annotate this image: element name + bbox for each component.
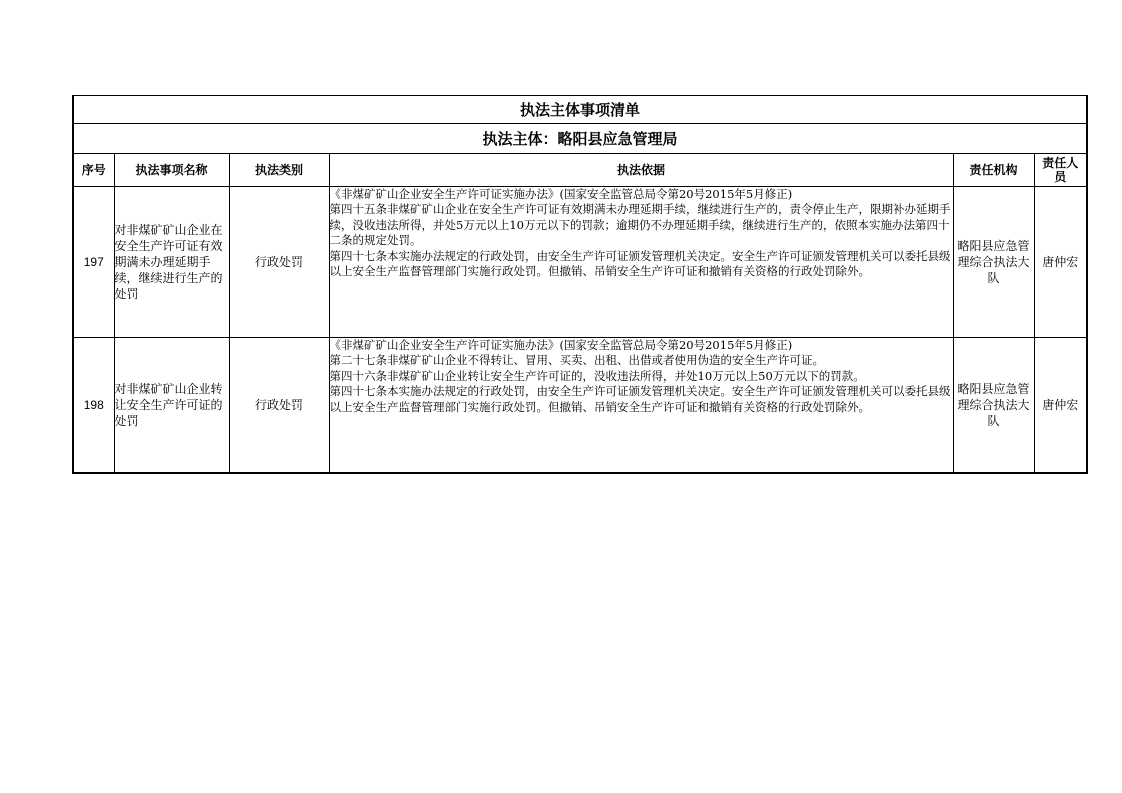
row-responsible-org: 略阳县应急管理综合执法大队: [953, 338, 1034, 474]
subject-row: [73, 124, 1087, 154]
row-category: 行政处罚: [229, 338, 329, 474]
column-header-item-name: 执法事项名称: [114, 154, 229, 187]
row-basis: [329, 187, 953, 338]
basis-paragraph: 《非煤矿矿山企业安全生产许可证实施办法》(国家安全监管总局令第20号2015年5月修正): [329, 187, 793, 201]
column-header-index: 序号: [73, 154, 114, 187]
title-row: [73, 96, 1087, 124]
document-title: 执法主体事项清单: [73, 96, 1087, 124]
row-category: 行政处罚: [229, 187, 329, 338]
row-item-name: 对非煤矿矿山企业在安全生产许可证有效期满未办理延期手续，继续进行生产的处罚: [114, 187, 229, 338]
enforcement-subject: 执法主体：略阳县应急管理局: [73, 124, 1087, 154]
column-header-category: 执法类别: [229, 154, 329, 187]
basis-paragraph: 第四十七条本实施办法规定的行政处罚，由安全生产许可证颁发管理机关决定。安全生产许可证颁发管理机关可以委托县级以上安全生产监督管理部门实施行政处罚。但撤销、吊销安全生产许可证和撤销有关资格的行政处罚除外。: [329, 248, 951, 279]
column-header-basis: 执法依据: [329, 154, 953, 187]
row-responsible-person: 唐仲宏: [1034, 338, 1087, 474]
column-header-row: [73, 154, 1087, 187]
table-row: [73, 187, 1087, 338]
basis-paragraph: 第二十七条非煤矿矿山企业不得转让、冒用、买卖、出租、出借或者使用伪造的安全生产许可证。: [329, 353, 824, 368]
row-index: 197: [73, 187, 114, 338]
row-index: 198: [73, 338, 114, 474]
basis-paragraph: 第四十五条非煤矿矿山企业在安全生产许可证有效期满未办理延期手续，继续进行生产的，责令停止生产，限期补办延期手续，没收违法所得，并处5万元以上10万元以下的罚款；逾期仍不办理延期手续，继续进行生产的，依照本实施办法第四十二条的规定处罚。: [329, 202, 951, 248]
row-responsible-org: 略阳县应急管理综合执法大队: [953, 187, 1034, 338]
row-responsible-person: 唐仲宏: [1034, 187, 1087, 338]
enforcement-list-table: [72, 95, 1088, 474]
row-item-name: 对非煤矿矿山企业转让安全生产许可证的处罚: [114, 338, 229, 474]
row-basis: [329, 338, 953, 474]
column-header-org: 责任机构: [953, 154, 1034, 187]
column-header-person-label: 责任人员: [1042, 156, 1079, 184]
basis-paragraph: 《非煤矿矿山企业安全生产许可证实施办法》(国家安全监管总局令第20号2015年5月修正): [329, 338, 793, 352]
basis-paragraph: 第四十七条本实施办法规定的行政处罚，由安全生产许可证颁发管理机关决定。安全生产许可证颁发管理机关可以委托县级以上安全生产监督管理部门实施行政处罚。但撤销、吊销安全生产许可证和撤销有关资格的行政处罚除外。: [329, 384, 951, 414]
table-row: [73, 338, 1087, 474]
basis-paragraph: 第四十六条非煤矿矿山企业转让安全生产许可证的，没收违法所得，并处10万元以上50万元以下的罚款。: [329, 368, 865, 383]
column-header-person: [1034, 154, 1087, 187]
